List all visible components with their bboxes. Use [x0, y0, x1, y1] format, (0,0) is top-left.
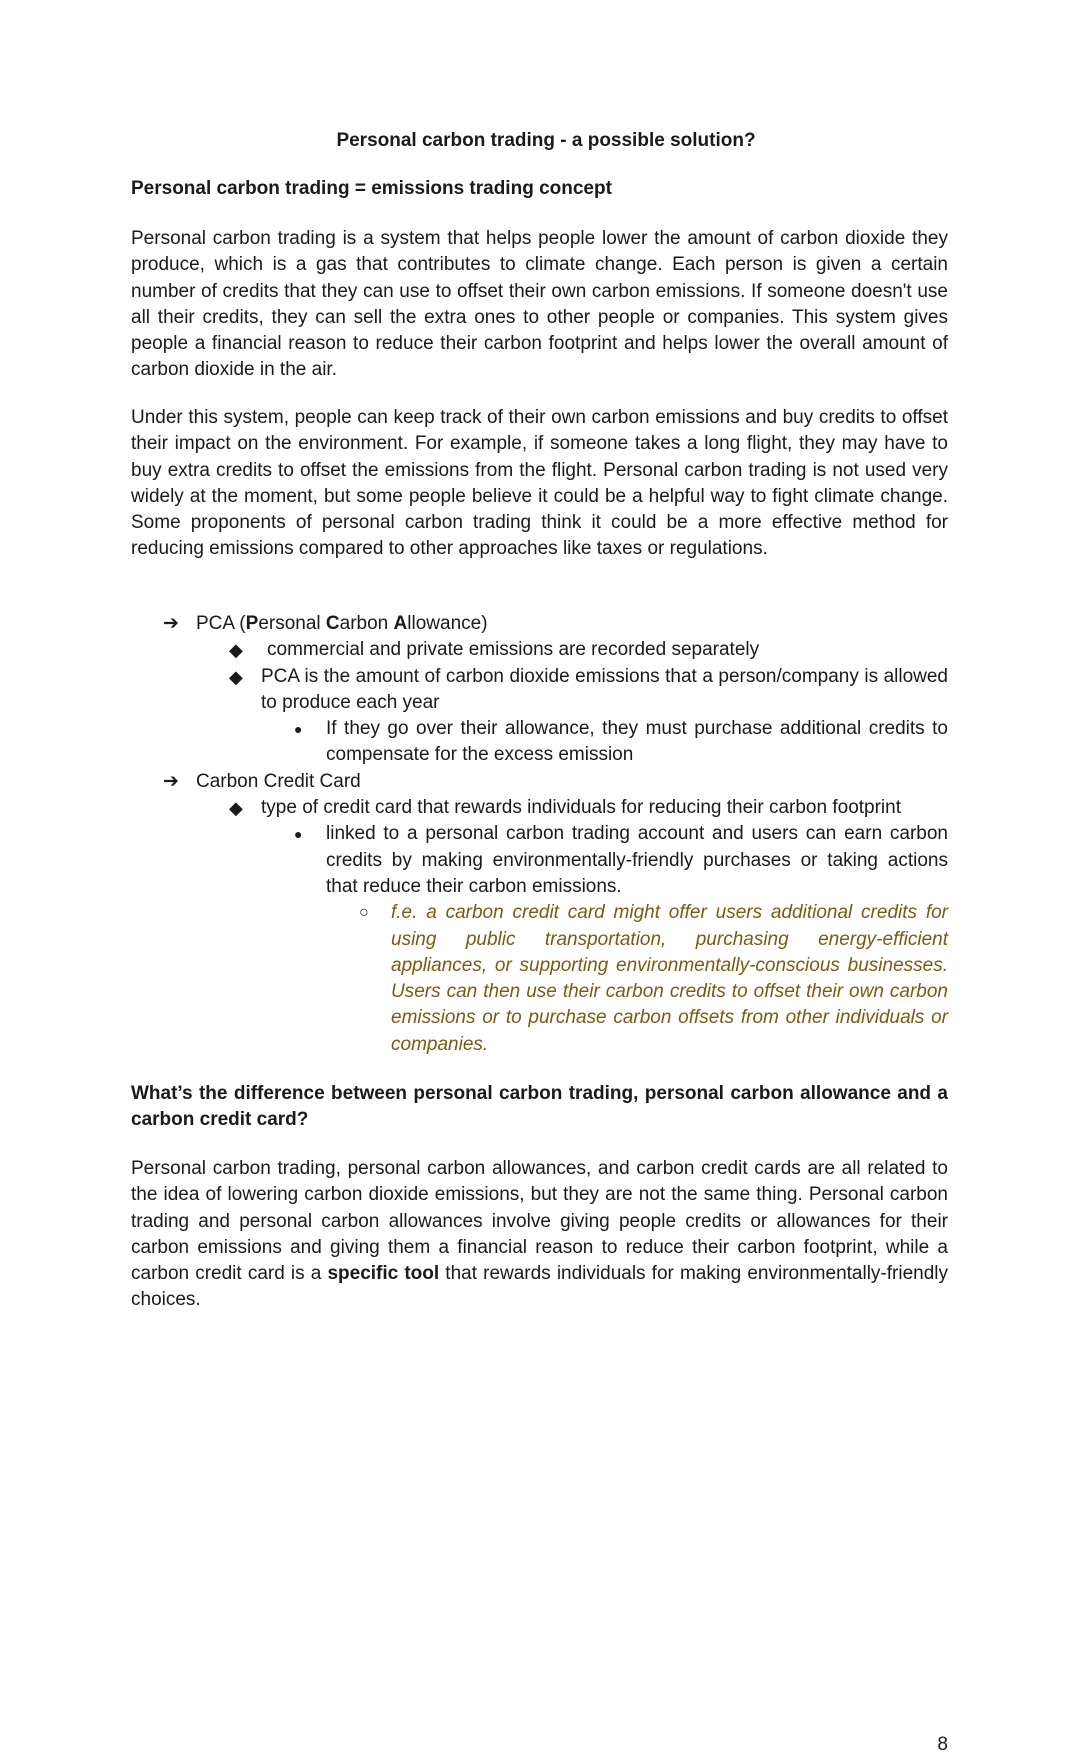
section-subtitle: Personal carbon trading = emissions trading concept: [131, 178, 612, 199]
diamond-icon: ◆: [229, 798, 243, 819]
list-item-card: ➔ Carbon Credit Card: [131, 769, 948, 795]
list-item-pca: [131, 611, 948, 637]
bullet-icon: ●: [294, 721, 303, 738]
difference-paragraph: Personal carbon trading, personal carbon allowances, and carbon credit cards are all related to the idea of lowering carbon dioxide emissions, but they are not the same thing. Personal carbon trading and personal carbon allowances involve giving people credits or allowances for their carbon emissions and giving them a financial reason to reduce their carbon footprint, while a carbon credit card is a specific tool that rewards individuals for making environmentally-friendly choices.: [131, 1158, 948, 1311]
page-title: Personal carbon trading - a possible solution?: [336, 130, 756, 151]
difference-question: What’s the difference between personal carbon trading, personal carbon allowance and a carbon credit card?: [131, 1083, 948, 1131]
list-item-card-sub1-1: ● linked to a personal carbon trading account and users can earn carbon credits by making environmentally-friendly purchases or taking actions that reduce their carbon emissions.: [294, 823, 948, 897]
list-item-pca-sub2: ◆ PCA is the amount of carbon dioxide emissions that a person/company is allowed to produce each year: [229, 665, 948, 713]
pca-heading: PCA (Personal Carbon Allowance): [196, 613, 488, 634]
diamond-icon: ◆: [229, 666, 243, 687]
concept-list: [131, 611, 948, 1058]
arrow-icon: ➔: [163, 770, 179, 792]
bullet-icon: ●: [294, 826, 303, 843]
list-item-card-sub1: ◆ type of credit card that rewards individuals for reducing their carbon footprint: [131, 795, 948, 821]
arrow-icon: ➔: [163, 613, 179, 634]
intro-paragraph: Personal carbon trading is a system that helps people lower the amount of carbon dioxide they produce, which is a gas that contributes to climate change. Each person is given a certain number of credits that they can use to offset their own carbon emissions. If someone doesn't use all their credits, they can sell the extra ones to other people or companies. This system gives people a financial reason to reduce their carbon footprint and helps lower the overall amount of carbon dioxide in the air.: [131, 228, 948, 381]
list-item-pca-sub2-1: ● If they go over their allowance, they must purchase additional credits to compensate for the excess emission: [294, 718, 948, 766]
circle-icon: ○: [359, 904, 369, 922]
system-paragraph: Under this system, people can keep track of their own carbon emissions and buy credits to offset their impact on the environment. For example, if someone takes a long flight, they may have to buy extra credits to offset the emissions from the flight. Personal carbon trading is not used very widely at the moment, but some people believe it could be a helpful way to fight climate change. Some proponents of personal carbon trading think it could be a more effective method for reducing emissions compared to other approaches like taxes or regulations.: [131, 407, 948, 560]
list-item-pca-sub1: ◆ commercial and private emissions are recorded separately: [131, 637, 948, 663]
diamond-icon: ◆: [229, 640, 243, 661]
list-item-card-example: ○ f.e. a carbon credit card might offer users additional credits for using public transportation, purchasing energy-efficient appliances, or supporting environmentally-conscious businesses. Users can then use their carbon credits to offset their own carbon emissions or to purchase carbon offsets from other individuals or companies.: [359, 902, 948, 1055]
page-number: 8: [937, 1734, 948, 1755]
